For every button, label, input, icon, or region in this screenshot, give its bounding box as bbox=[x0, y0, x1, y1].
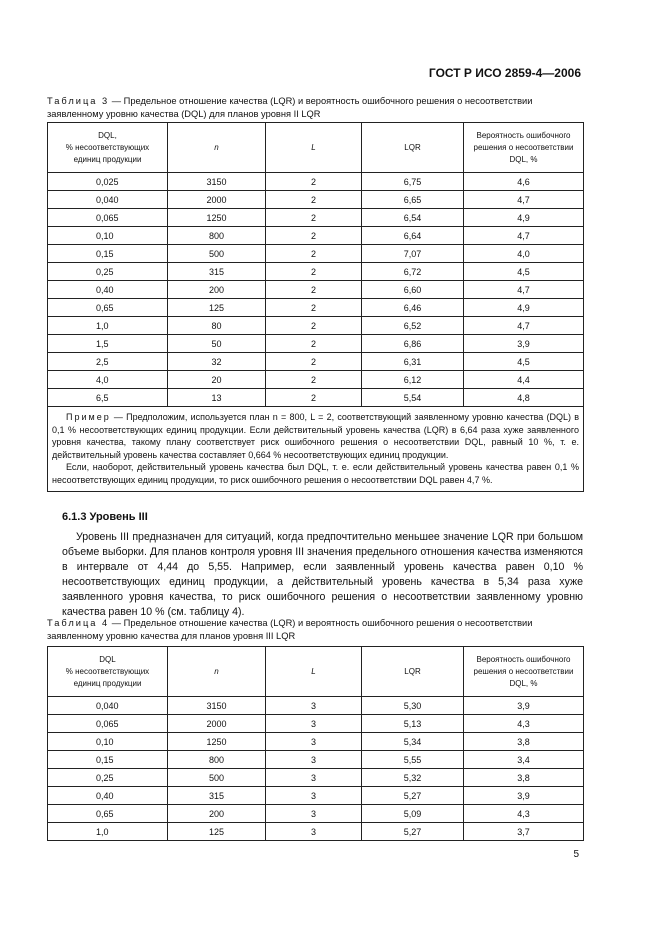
cell-lqr: 6,60 bbox=[362, 281, 464, 299]
cell-lqr: 6,65 bbox=[362, 191, 464, 209]
cell-n: 800 bbox=[168, 751, 266, 769]
table3-header-lqr: LQR bbox=[362, 123, 464, 173]
cell-prob: 3,8 bbox=[464, 733, 584, 751]
table-row bbox=[48, 335, 584, 353]
cell-dql: 6,5 bbox=[48, 389, 168, 407]
cell-l: 3 bbox=[266, 751, 362, 769]
note-label: Пример bbox=[66, 412, 111, 422]
cell-prob: 4,5 bbox=[464, 263, 584, 281]
table3-note-row bbox=[48, 407, 584, 492]
cell-prob: 4,3 bbox=[464, 805, 584, 823]
cell-dql: 0,15 bbox=[48, 751, 168, 769]
cell-dql: 0,065 bbox=[48, 715, 168, 733]
cell-prob: 3,7 bbox=[464, 823, 584, 841]
cell-lqr: 6,64 bbox=[362, 227, 464, 245]
cell-lqr: 6,72 bbox=[362, 263, 464, 281]
cell-prob: 4,8 bbox=[464, 389, 584, 407]
cell-n: 315 bbox=[168, 263, 266, 281]
table3 bbox=[47, 122, 584, 492]
cell-prob: 3,9 bbox=[464, 335, 584, 353]
cell-n: 2000 bbox=[168, 715, 266, 733]
cell-l: 3 bbox=[266, 769, 362, 787]
cell-lqr: 5,54 bbox=[362, 389, 464, 407]
cell-l: 2 bbox=[266, 245, 362, 263]
cell-n: 1250 bbox=[168, 209, 266, 227]
note-paragraph-2: Если, наоборот, действительный уровень качества был DQL, т. е. если действительный уровень качества равен 0,1 % несоответствующих единиц продукции, то риск ошибочного решения о несоответствии DQL равен 4,7 %. bbox=[52, 462, 579, 485]
cell-prob: 4,7 bbox=[464, 281, 584, 299]
cell-lqr: 6,75 bbox=[362, 173, 464, 191]
cell-lqr: 5,34 bbox=[362, 733, 464, 751]
cell-n: 200 bbox=[168, 281, 266, 299]
cell-dql: 0,025 bbox=[48, 173, 168, 191]
table3-caption-label: Таблица 3 bbox=[47, 96, 110, 106]
cell-prob: 3,9 bbox=[464, 697, 584, 715]
cell-l: 2 bbox=[266, 353, 362, 371]
cell-n: 800 bbox=[168, 227, 266, 245]
cell-n: 2000 bbox=[168, 191, 266, 209]
cell-prob: 4,7 bbox=[464, 227, 584, 245]
cell-dql: 1,5 bbox=[48, 335, 168, 353]
cell-dql: 0,040 bbox=[48, 697, 168, 715]
table3-note bbox=[48, 407, 584, 492]
cell-l: 3 bbox=[266, 733, 362, 751]
cell-l: 3 bbox=[266, 697, 362, 715]
cell-l: 2 bbox=[266, 371, 362, 389]
cell-n: 3150 bbox=[168, 697, 266, 715]
cell-prob: 4,6 bbox=[464, 173, 584, 191]
cell-dql: 0,65 bbox=[48, 805, 168, 823]
cell-lqr: 5,13 bbox=[362, 715, 464, 733]
table-row bbox=[48, 389, 584, 407]
cell-l: 3 bbox=[266, 715, 362, 733]
table4-header-prob: Вероятность ошибочного решения о несоответствии DQL, % bbox=[464, 647, 584, 697]
cell-l: 2 bbox=[266, 209, 362, 227]
cell-prob: 4,3 bbox=[464, 715, 584, 733]
cell-n: 315 bbox=[168, 787, 266, 805]
table4-caption-text: — Предельное отношение качества (LQR) и вероятность ошибочного решения о несоответствии заявленному уровню качества для планов уровня III LQR bbox=[47, 618, 533, 641]
cell-lqr: 7,07 bbox=[362, 245, 464, 263]
cell-prob: 4,0 bbox=[464, 245, 584, 263]
table3-header-prob: Вероятность ошибочного решения о несоответствии DQL, % bbox=[464, 123, 584, 173]
cell-lqr: 6,12 bbox=[362, 371, 464, 389]
cell-prob: 4,7 bbox=[464, 317, 584, 335]
cell-prob: 4,5 bbox=[464, 353, 584, 371]
table4-header-l: L bbox=[266, 647, 362, 697]
table-row bbox=[48, 245, 584, 263]
table4-caption bbox=[47, 617, 587, 643]
cell-n: 50 bbox=[168, 335, 266, 353]
cell-n: 20 bbox=[168, 371, 266, 389]
cell-dql: 1,0 bbox=[48, 317, 168, 335]
cell-dql: 2,5 bbox=[48, 353, 168, 371]
cell-l: 3 bbox=[266, 787, 362, 805]
cell-lqr: 5,27 bbox=[362, 823, 464, 841]
cell-prob: 4,9 bbox=[464, 209, 584, 227]
table3-header-dql: DQL, % несоответствующих единиц продукции bbox=[48, 123, 168, 173]
cell-l: 2 bbox=[266, 263, 362, 281]
table-row bbox=[48, 715, 584, 733]
cell-lqr: 6,52 bbox=[362, 317, 464, 335]
table4-caption-label: Таблица 4 bbox=[47, 618, 110, 628]
cell-n: 500 bbox=[168, 769, 266, 787]
cell-prob: 3,4 bbox=[464, 751, 584, 769]
table4 bbox=[47, 646, 584, 841]
table-row bbox=[48, 787, 584, 805]
table3-header-l: L bbox=[266, 123, 362, 173]
table3-header-n: n bbox=[168, 123, 266, 173]
cell-n: 500 bbox=[168, 245, 266, 263]
cell-n: 3150 bbox=[168, 173, 266, 191]
cell-l: 2 bbox=[266, 281, 362, 299]
table-row bbox=[48, 209, 584, 227]
table-row bbox=[48, 769, 584, 787]
cell-dql: 0,25 bbox=[48, 769, 168, 787]
cell-dql: 0,15 bbox=[48, 245, 168, 263]
table4-header-row bbox=[48, 647, 584, 697]
table-row bbox=[48, 281, 584, 299]
cell-prob: 4,9 bbox=[464, 299, 584, 317]
cell-n: 125 bbox=[168, 823, 266, 841]
cell-l: 2 bbox=[266, 173, 362, 191]
cell-dql: 0,065 bbox=[48, 209, 168, 227]
table-row bbox=[48, 353, 584, 371]
table-row bbox=[48, 371, 584, 389]
cell-n: 125 bbox=[168, 299, 266, 317]
cell-l: 2 bbox=[266, 317, 362, 335]
table4-header-dql: DQL % несоответствующих единиц продукции bbox=[48, 647, 168, 697]
page-number: 5 bbox=[573, 849, 579, 860]
cell-lqr: 5,32 bbox=[362, 769, 464, 787]
cell-lqr: 5,55 bbox=[362, 751, 464, 769]
cell-n: 13 bbox=[168, 389, 266, 407]
table-row bbox=[48, 805, 584, 823]
cell-l: 3 bbox=[266, 823, 362, 841]
cell-lqr: 6,86 bbox=[362, 335, 464, 353]
table-row bbox=[48, 751, 584, 769]
cell-lqr: 5,30 bbox=[362, 697, 464, 715]
cell-n: 1250 bbox=[168, 733, 266, 751]
table-row bbox=[48, 697, 584, 715]
cell-prob: 4,4 bbox=[464, 371, 584, 389]
table-row bbox=[48, 299, 584, 317]
cell-dql: 0,25 bbox=[48, 263, 168, 281]
table-row bbox=[48, 227, 584, 245]
cell-dql: 4,0 bbox=[48, 371, 168, 389]
table-row bbox=[48, 173, 584, 191]
cell-dql: 1,0 bbox=[48, 823, 168, 841]
table3-header-row bbox=[48, 123, 584, 173]
cell-dql: 0,65 bbox=[48, 299, 168, 317]
cell-lqr: 6,31 bbox=[362, 353, 464, 371]
cell-lqr: 6,46 bbox=[362, 299, 464, 317]
table4-header-n: n bbox=[168, 647, 266, 697]
cell-dql: 0,40 bbox=[48, 787, 168, 805]
cell-l: 2 bbox=[266, 191, 362, 209]
cell-l: 2 bbox=[266, 389, 362, 407]
cell-lqr: 6,54 bbox=[362, 209, 464, 227]
table-row bbox=[48, 263, 584, 281]
table-row bbox=[48, 733, 584, 751]
cell-prob: 3,9 bbox=[464, 787, 584, 805]
standard-code: ГОСТ Р ИСО 2859-4—2006 bbox=[428, 66, 581, 80]
cell-n: 32 bbox=[168, 353, 266, 371]
note-paragraph-1: — Предположим, используется план n = 800, L = 2, соответствующий заявленному уровню качества (DQL) в 0,1 % несоответствующих единиц продукции. Если действительный уровень качества (LQR) в 6,64 раза хуже заявленного уровня качества, такому плану соответствует риск ошибочного решения о несоответствии DQL, равный 10 %, т. е. действительный уровень качества составляет 0,664 % несоответствующих единиц продукции. bbox=[52, 412, 579, 460]
table-row bbox=[48, 317, 584, 335]
cell-dql: 0,10 bbox=[48, 733, 168, 751]
cell-l: 3 bbox=[266, 805, 362, 823]
cell-prob: 3,8 bbox=[464, 769, 584, 787]
cell-lqr: 5,09 bbox=[362, 805, 464, 823]
cell-l: 2 bbox=[266, 299, 362, 317]
cell-n: 200 bbox=[168, 805, 266, 823]
cell-prob: 4,7 bbox=[464, 191, 584, 209]
cell-dql: 0,10 bbox=[48, 227, 168, 245]
cell-l: 2 bbox=[266, 227, 362, 245]
section-body: Уровень III предназначен для ситуаций, когда предпочтительно меньшее значение LQR при большом объеме выборки. Для планов контроля уровня III значения предельного отношения качества изменяются в интервале от 4,44 до 5,55. Например, если заявленный уровень качества равен 0,10 % несоответствующих единиц продукции, а действительный уровень качества в 5,34 раза хуже заявленного уровня качества, то риск ошибочного решения о несоответствии заявленному уровню качества равен 10 % (см. таблицу 4). bbox=[62, 531, 583, 618]
table4-header-lqr: LQR bbox=[362, 647, 464, 697]
cell-dql: 0,040 bbox=[48, 191, 168, 209]
table3-caption bbox=[47, 95, 587, 121]
cell-lqr: 5,27 bbox=[362, 787, 464, 805]
table3-caption-text: — Предельное отношение качества (LQR) и вероятность ошибочного решения о несоответствии заявленному уровню качества (DQL) для планов уровня II LQR bbox=[47, 96, 533, 119]
cell-n: 80 bbox=[168, 317, 266, 335]
table-row bbox=[48, 823, 584, 841]
table-row bbox=[48, 191, 584, 209]
cell-dql: 0,40 bbox=[48, 281, 168, 299]
section-title: 6.1.3 Уровень III bbox=[62, 511, 148, 523]
cell-l: 2 bbox=[266, 335, 362, 353]
